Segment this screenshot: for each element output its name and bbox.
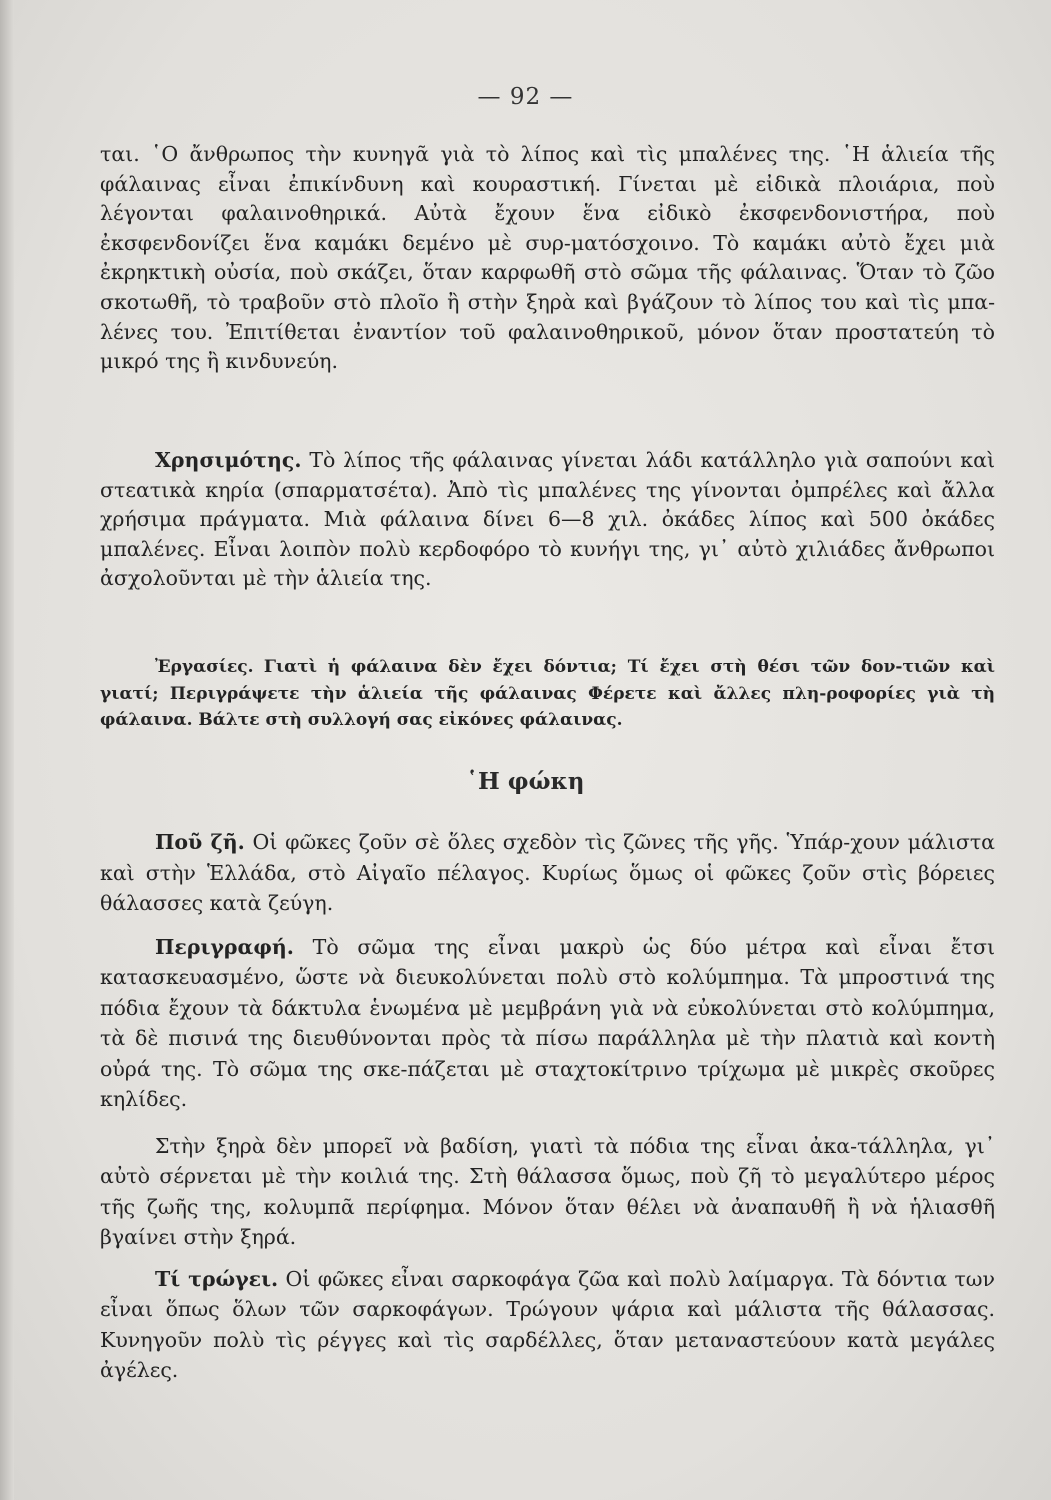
section-title: ῾Η φώκη xyxy=(466,768,585,795)
paragraph-text: Τὸ σῶμα της εἶναι μακρὺ ὡς δύο μέτρα καὶ εἶναι ἔτσι κατασκευασμένο, ὥστε νὰ διευκολύνεται πολὺ στὸ κολύμπημα. Τὰ μπροστινά της πόδια ἔχουν τὰ δάκτυλα ἑνωμένα μὲ μεμβράνη γιὰ νὰ εὐκολύνεται στὸ κολύμπημα, τὰ δὲ πισινά της διευθύνονται πρὸς τὰ πίσω παράλληλα μὲ τὴν πλατιὰ καὶ κοντὴ οὐρά της. Τὸ σῶμα της σκε-πάζεται μὲ σταχτοκίτρινο τρίχωμα μὲ μικρὲς σκοῦρες κηλίδες. xyxy=(100,935,995,1112)
paragraph-text: ται. ῾Ο ἄνθρωπος τὴν κυνηγᾶ γιὰ τὸ λίπος καὶ τὶς μπαλένες της. ῾Η ἁλιεία τῆς φάλαινας εἶναι ἐπικίνδυνη καὶ κουραστική. Γίνεται μὲ εἰδικὰ πλοιάρια, ποὺ λέγονται φαλαινοθηρικά. Αὐτὰ ἔχουν ἕνα εἰδικὸ ἐκσφενδονιστήρα, ποὺ ἐκσφενδονίζει ἕνα καμάκι δεμένο μὲ συρ-ματόσχοινο. Τὸ καμάκι αὐτὸ ἔχει μιὰ ἐκρηκτικὴ οὐσία, ποὺ σκάζει, ὅταν καρφωθῆ στὸ σῶμα τῆς φάλαινας. Ὅταν τὸ ζῶο σκοτωθῆ, τὸ τραβοῦν στὸ πλοῖο ἢ στὴν ξηρὰ καὶ βγάζουν τὸ λίπος του καὶ τὶς μπα-λένες του. Ἐπιτίθεται ἐναντίον τοῦ φαλαινοθηρικοῦ, μόνον ὅταν προστατεύη τὸ μικρό της ἢ κινδυνεύη. xyxy=(100,142,995,374)
paragraph-text: Τὸ λίπος τῆς φάλαινας γίνεται λάδι κατάλληλο γιὰ σαπούνι καὶ στεατικὰ κηρία (σπαρματσέτα). Ἀπὸ τὶς μπαλένες της γίνονται ὀμπρέλες καὶ ἄλλα χρήσιμα πράγματα. Μιὰ φάλαινα δίνει 6—8 χιλ. ὀκάδες λίπος καὶ 500 ὀκάδες μπαλένες. Εἶναι λοιπὸν πολὺ κερδοφόρο τὸ κυνήγι της, γι᾽ αὐτὸ χιλιάδες ἄνθρωποι ἀσχολοῦνται μὲ τὴν ἁλιεία της. xyxy=(100,448,995,591)
paragraph-text: Γιατὶ ἡ φάλαινα δὲν ἔχει δόντια; Τί ἔχει στὴ θέσι τῶν δον-τιῶν καὶ γιατί; Περιγράψετε τὴν ἁλιεία τῆς φάλαινας Φέρετε καὶ ἄλλες πλη-ροφορίες γιὰ τὴ φάλαινα. Βάλτε στὴ συλλογή σας εἰκόνες φάλαινας. xyxy=(100,657,995,730)
paragraph-heading: Ποῦ ζῆ. xyxy=(155,830,245,854)
paragraph-heading: Χρησιμότης. xyxy=(155,448,302,472)
paragraph-text: Οἱ φῶκες εἶναι σαρκοφάγα ζῶα καὶ πολὺ λαίμαργα. Τὰ δόντια των εἶναι ὅπως ὅλων τῶν σαρκοφάγων. Τρώγουν ψάρια καὶ μάλιστα τῆς θάλασσας. Κυνηγοῦν πολὺ τὶς ρέγγες καὶ τὶς σαρδέλλες, ὅταν μεταναστεύουν κατὰ μεγάλες ἀγέλες. xyxy=(100,1267,995,1383)
paragraph-heading: Τί τρώγει. xyxy=(155,1267,279,1291)
paragraph-text: Στὴν ξηρὰ δὲν μπορεῖ νὰ βαδίση, γιατὶ τὰ πόδια της εἶναι ἀκα-τάλληλα, γι᾽ αὐτὸ σέρνεται μὲ τὴν κοιλιά της. Στὴ θάλασσα ὅμως, ποὺ ζῆ τὸ μεγαλύτερο μέρος τῆς ζωῆς της, κολυμπᾶ περίφημα. Μόνον ὅταν θέλει νὰ ἀναπαυθῆ ἢ νὰ ἡλιασθῆ βγαίνει στὴν ξηρά. xyxy=(100,1134,995,1250)
paragraph-whale-hunting xyxy=(100,140,995,377)
paragraph-habitat xyxy=(100,827,995,919)
paragraph-diet xyxy=(100,1264,995,1386)
paragraph-heading: Περιγραφή. xyxy=(155,935,294,959)
paragraph-movement xyxy=(100,1131,995,1253)
paragraph-text: Οἱ φῶκες ζοῦν σὲ ὅλες σχεδὸν τὶς ζῶνες τῆς γῆς. Ὑπάρ-χουν μάλιστα καὶ στὴν Ἑλλάδα, στὸ Αἰγαῖο πέλαγος. Κυρίως ὅμως οἱ φῶκες ζοῦν στὶς βόρειες θάλασσες κατὰ ζεύγη. xyxy=(100,830,995,915)
page-number: — 92 — xyxy=(477,84,574,110)
paragraph-exercises xyxy=(100,654,995,734)
paragraph-usefulness xyxy=(100,446,995,594)
paragraph-description xyxy=(100,932,995,1114)
paragraph-heading: Ἐργασίες. xyxy=(155,657,254,677)
page-edge-shadow xyxy=(0,0,14,1500)
